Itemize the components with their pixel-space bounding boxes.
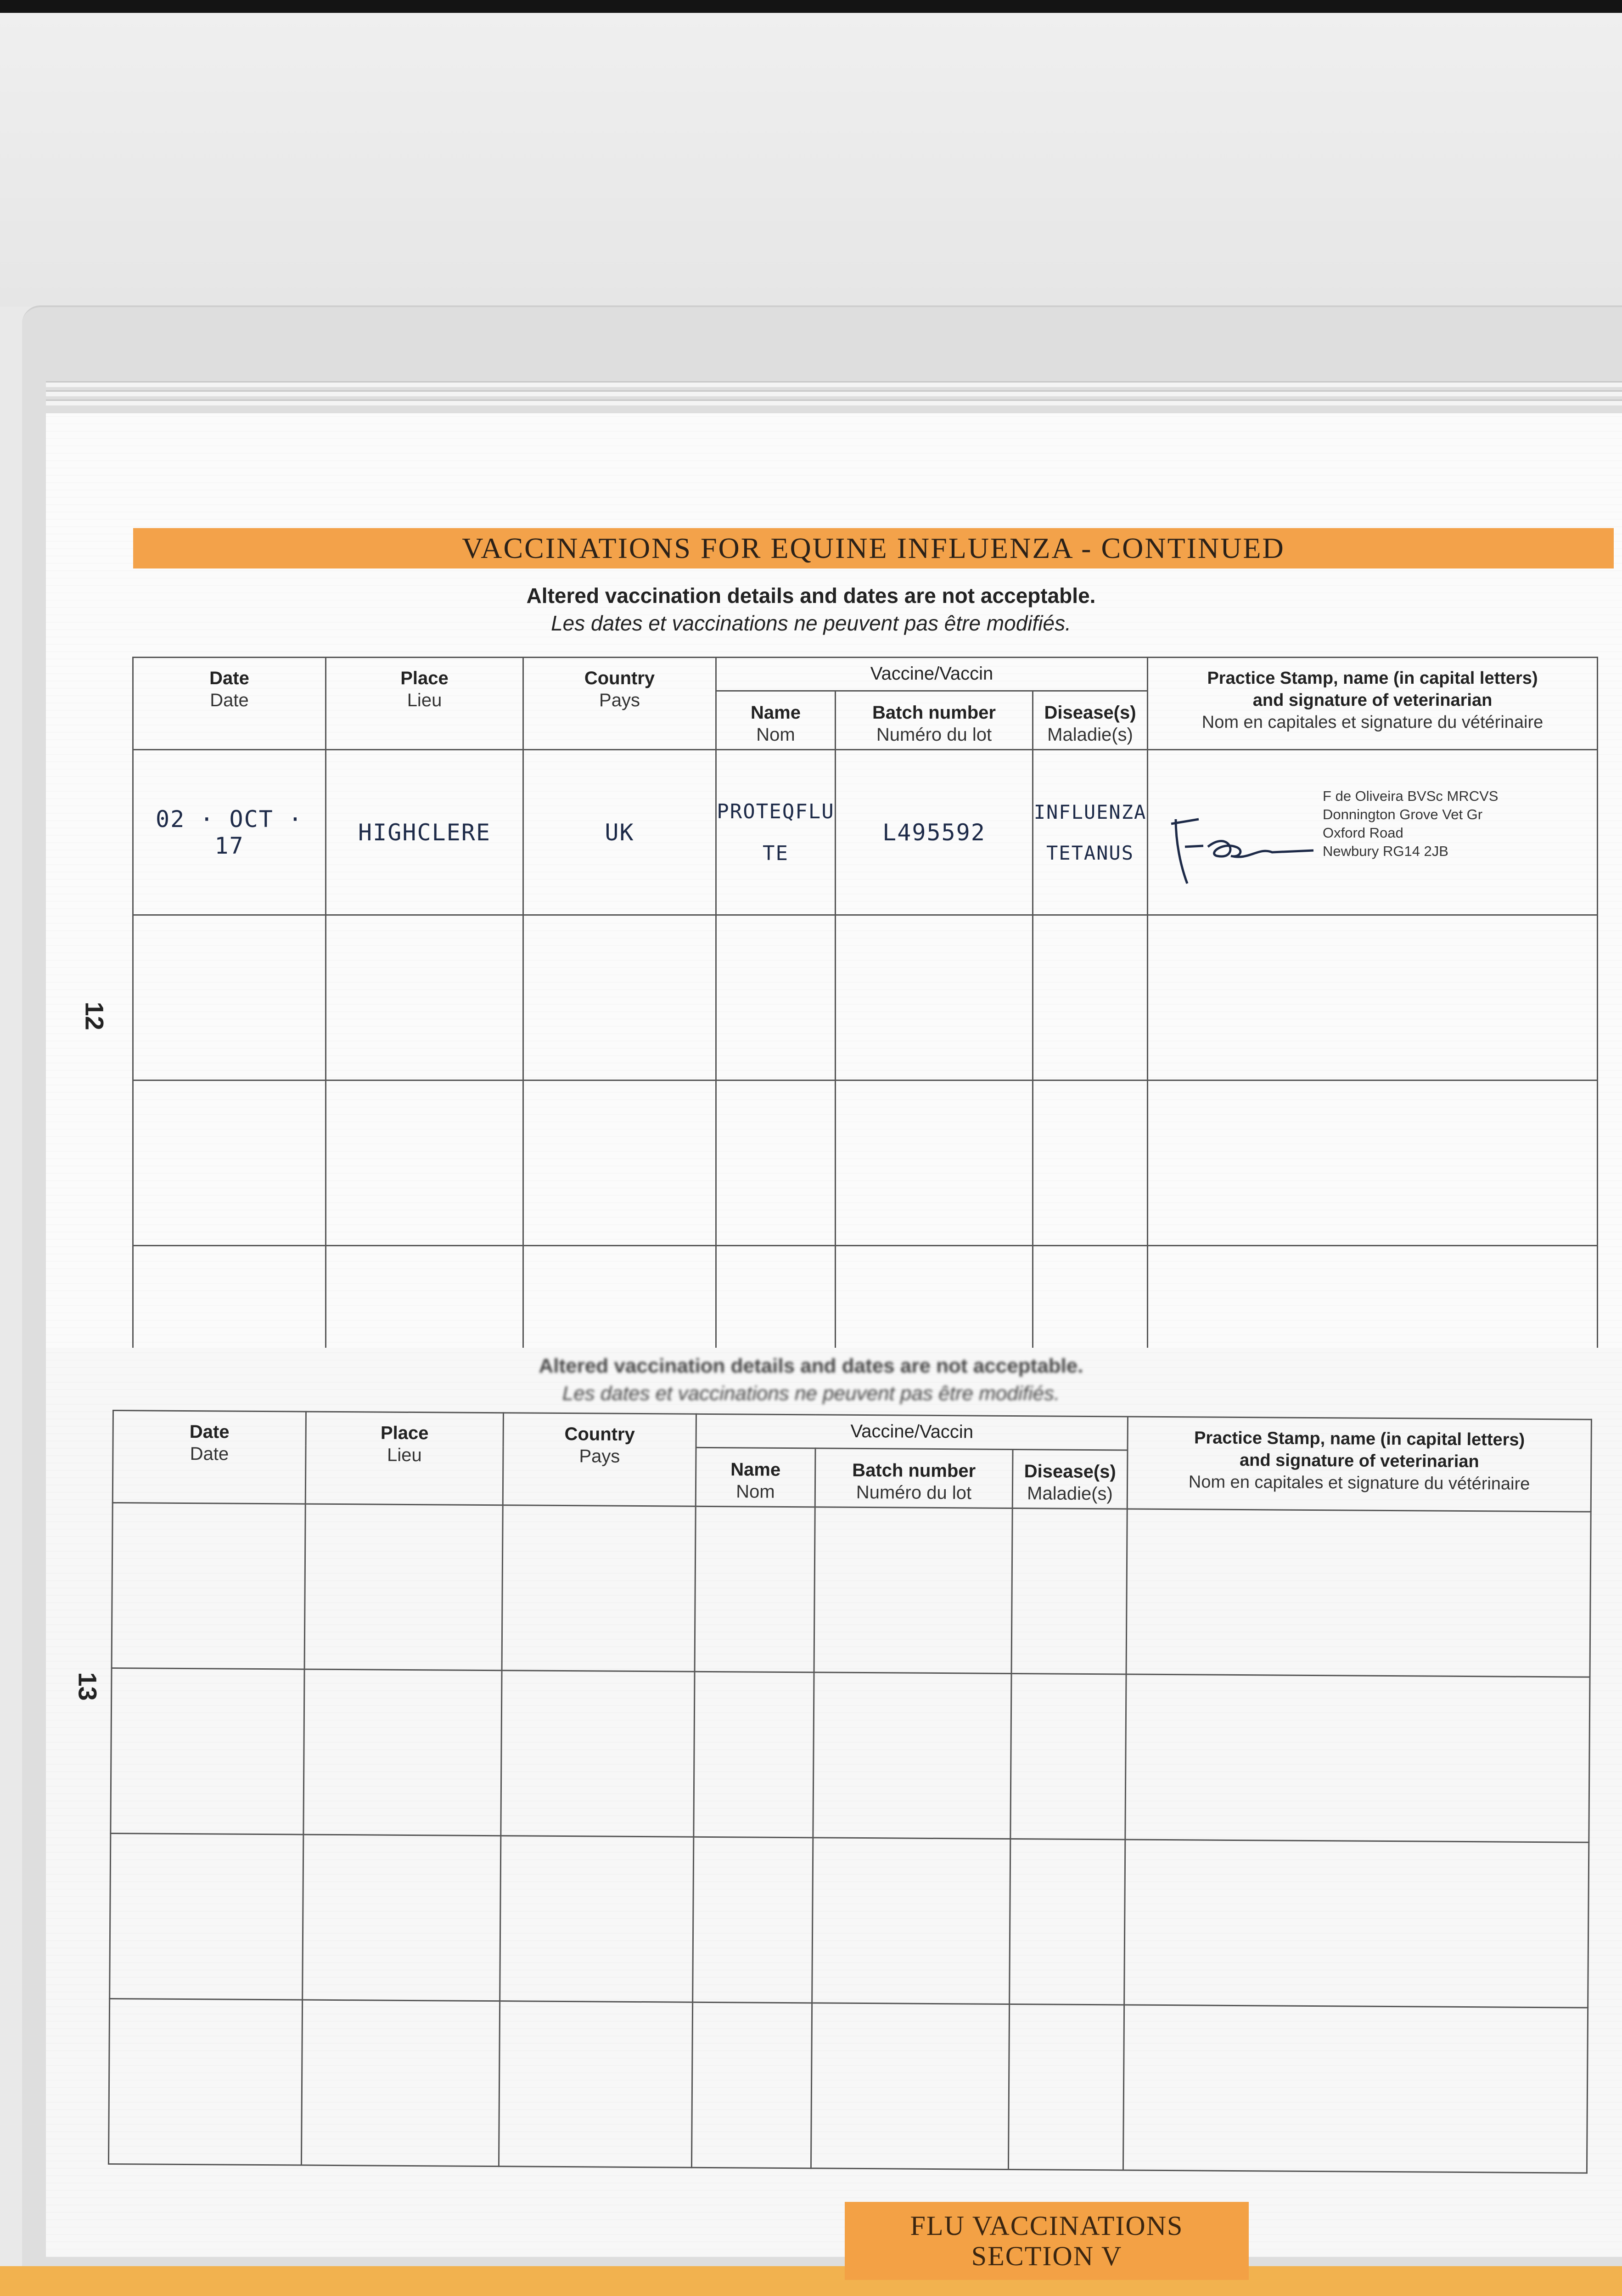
header-name: Name Nom [716,691,836,750]
table-row [108,1998,1588,2173]
veterinarian-signature [1167,792,1318,897]
table-row [133,1246,1598,1351]
previous-page-blank [0,13,1622,307]
page-number-12: 12 [80,1002,109,1030]
entry-place: HIGHCLERE [326,750,523,915]
entry-date: 02 · OCT · 17 [133,750,326,915]
header-vaccine: Vaccine/Vaccin [696,1414,1128,1450]
header-place: Place Lieu [326,658,523,750]
header-country: Country Pays [523,658,716,750]
header-name: Name Nom [696,1447,815,1507]
table-row [133,1080,1598,1246]
header-vaccine: Vaccine/Vaccin [716,658,1148,691]
header-place: Place Lieu [305,1412,503,1505]
notice-french: Les dates et vaccinations ne peuvent pas être modifiés. [551,611,1071,635]
table-row [111,1668,1590,1842]
practice-stamp: F de Oliveira BVSc MRCVS Donnington Grove Vet Gr Oxford Road Newbury RG14 2JB [1323,788,1499,859]
page-edge [46,400,1622,405]
header-batch: Batch number Numéro du lot [815,1448,1013,1508]
top-edge [0,0,1622,13]
page-edge [46,390,1622,396]
table-row [133,915,1598,1080]
page-edge [46,381,1622,387]
header-disease: Disease(s) Maladie(s) [1012,1449,1128,1509]
header-date: Date Date [133,658,326,750]
vaccination-table-upper [132,657,1598,1352]
header-practice-stamp: Practice Stamp, name (in capital letters) and signature of veterinarian Nom en capitales et signature du vétérinaire [1127,1417,1591,1512]
header-practice-stamp: Practice Stamp, name (in capital letters) and signature of veterinarian Nom en capitales et signature du vétérinaire [1148,658,1598,750]
entry-vaccine-name: PROTEQFLU TE [716,750,836,915]
header-country: Country Pays [503,1413,696,1507]
table-row [112,1503,1591,1677]
entry-batch-number: L495592 [836,750,1033,915]
vaccination-table-lower [108,1410,1592,2174]
entry-disease: INFLUENZA TETANUS [1033,750,1148,915]
header-batch: Batch number Numéro du lot [836,691,1033,750]
notice-english-blurred: Altered vaccination details and dates are not acceptable. [539,1355,1083,1377]
header-disease: Disease(s) Maladie(s) [1033,691,1148,750]
table-row [133,750,1598,915]
entry-practice-stamp [1148,750,1598,915]
section-tab: FLU VACCINATIONS SECTION V [845,2202,1249,2280]
orange-edge-strip [0,2266,1622,2296]
entry-country: UK [523,750,716,915]
header-date: Date Date [112,1411,306,1504]
notice-english: Altered vaccination details and dates are not acceptable. [526,584,1096,608]
page-number-13: 13 [73,1672,102,1701]
notice-french-blurred: Les dates et vaccinations ne peuvent pas être modifiés. [562,1382,1060,1405]
table-row [110,1833,1589,2008]
section-banner: VACCINATIONS FOR EQUINE INFLUENZA - CONTINUED [133,528,1614,568]
